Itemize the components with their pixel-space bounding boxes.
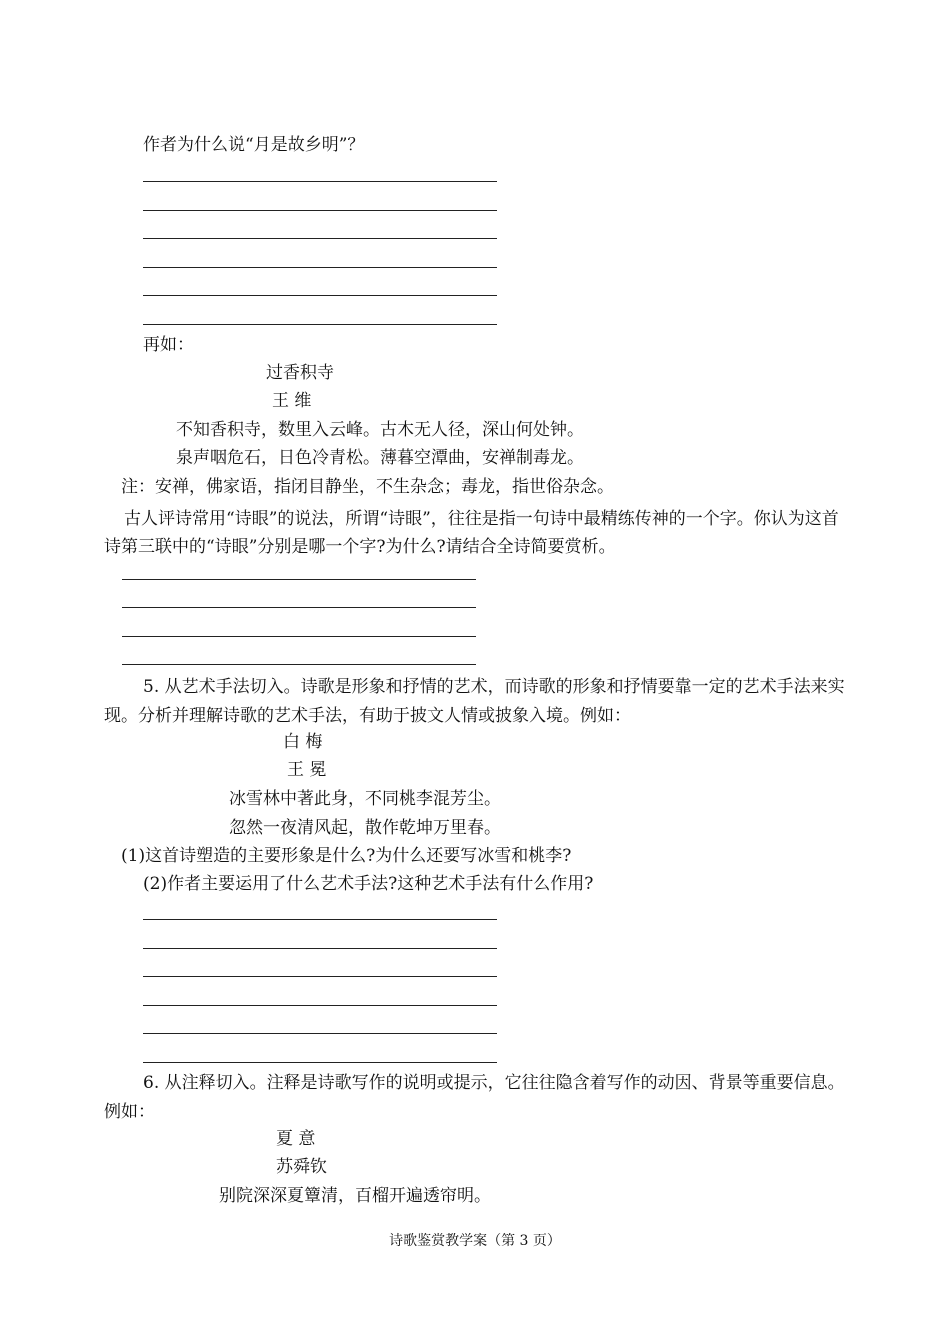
- answer-line: [143, 210, 497, 211]
- section-5: 5. 从艺术手法切入。诗歌是形象和抒情的艺术，而诗歌的形象和抒情要靠一定的艺术手法来实现。分析并理解诗歌的艺术手法，有助于披文人情或披象入境。例如：: [104, 677, 845, 726]
- poem-line: 泉声咽危石，日色冷青松。薄暮空潭曲，安禅制毒龙。: [176, 448, 584, 468]
- answer-line: [143, 976, 497, 977]
- answer-line: [143, 948, 497, 949]
- answer-line: [143, 295, 497, 296]
- poem-line: 不知香积寺，数里入云峰。古木无人径，深山何处钟。: [176, 420, 584, 440]
- question-shiyan: 古人评诗常用“诗眼”的说法，所谓“诗眼”，往往是指一句诗中最精练传神的一个字。你认为这首诗第三联中的“诗眼”分别是哪一个字?为什么?请结合全诗简要赏析。: [104, 509, 839, 557]
- answer-line: [122, 664, 476, 665]
- poem-note: 注：安禅，佛家语，指闭目静坐，不生杂念；毒龙，指世俗杂念。: [121, 477, 614, 497]
- answer-line: [143, 324, 497, 325]
- poem-title: 夏 意: [276, 1129, 316, 1149]
- answer-line: [143, 1033, 497, 1034]
- section-6: 6. 从注释切入。注释是诗歌写作的说明或提示，它往往隐含着写作的动因、背景等重要信息。例如：: [104, 1073, 845, 1122]
- answer-line: [143, 238, 497, 239]
- answer-line: [143, 181, 497, 182]
- answer-line: [143, 919, 497, 920]
- poem-author: 王 冕: [287, 760, 327, 780]
- poem-line: 冰雪林中著此身，不同桃李混芳尘。: [229, 789, 501, 809]
- answer-line: [122, 636, 476, 637]
- answer-line: [122, 579, 476, 580]
- poem-line: 别院深深夏簟清，百榴开遍透帘明。: [219, 1186, 491, 1206]
- poem-title: 白 梅: [283, 732, 323, 752]
- poem-author: 苏舜钦: [276, 1157, 327, 1177]
- poem-title: 过香积寺: [266, 363, 334, 383]
- answer-line: [143, 1005, 497, 1006]
- question-5-2: (2)作者主要运用了什么艺术手法?这种艺术手法有什么作用?: [143, 874, 594, 894]
- question-moon: 作者为什么说“月是故乡明”？: [143, 135, 365, 155]
- answer-line: [143, 267, 497, 268]
- answer-line: [143, 1062, 497, 1063]
- answer-line: [122, 607, 476, 608]
- poem-line: 忽然一夜清风起，散作乾坤万里春。: [229, 818, 501, 838]
- question-5-1: (1)这首诗塑造的主要形象是什么?为什么还要写冰雪和桃李?: [121, 846, 572, 866]
- poem-author: 王 维: [272, 391, 312, 411]
- page-footer: 诗歌鉴赏教学案（第 3 页）: [389, 1233, 561, 1249]
- transition-text: 再如：: [143, 335, 194, 355]
